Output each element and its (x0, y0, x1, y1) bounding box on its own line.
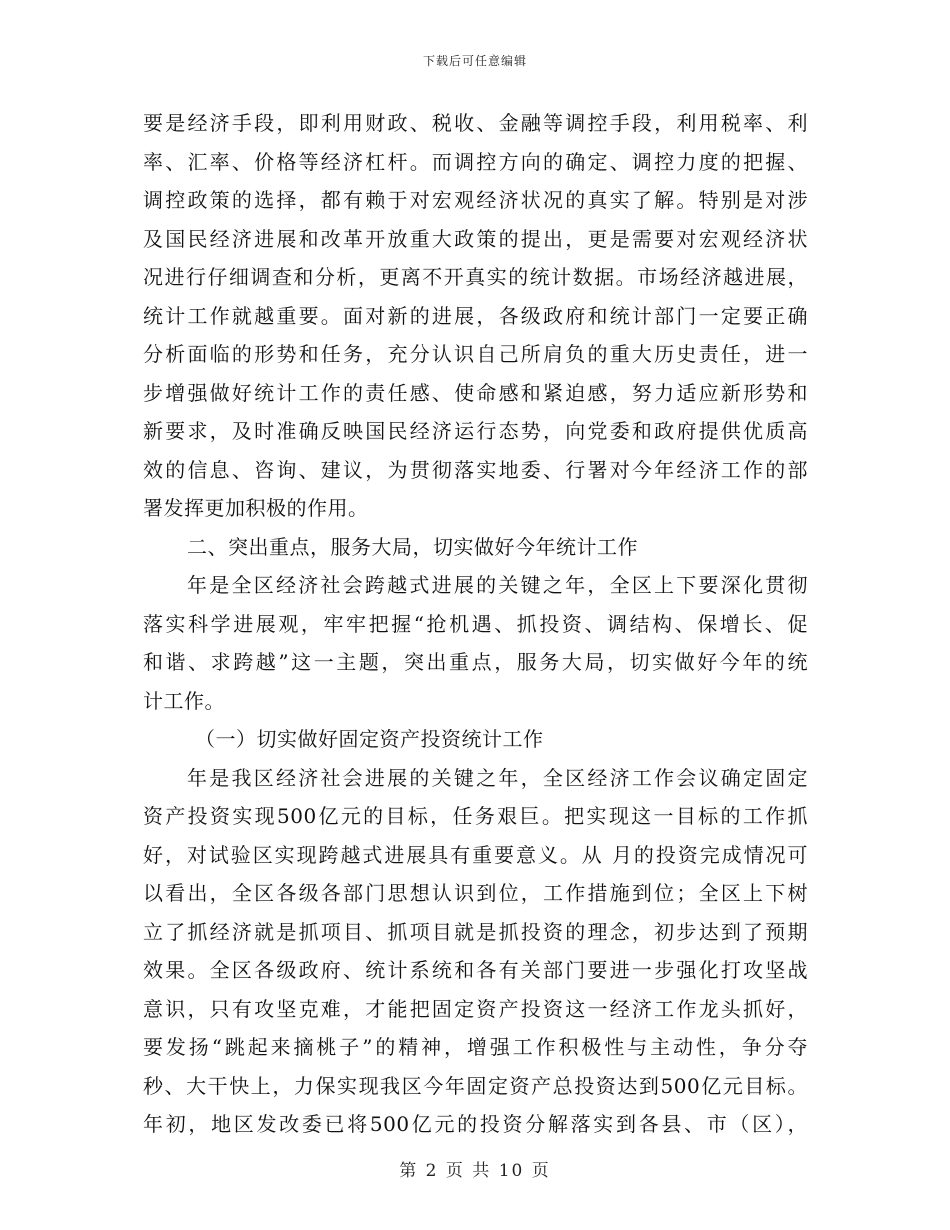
text-line: 意识，只有攻坚克难，才能把固定资产投资这一经济工作龙头抓好， (143, 996, 808, 1021)
subsection-heading: （一）切实做好固定资产投资统计工作 (195, 727, 544, 751)
document-body (143, 104, 808, 1144)
text-line: 效的信息、咨询、建议，为贯彻落实地委、行署对今年经济工作的部 (143, 457, 808, 482)
text-line: 计工作。 (143, 688, 225, 713)
text-line: 况进行仔细调查和分析，更离不开真实的统计数据。市场经济越进展， (143, 265, 808, 289)
text-line: 分析面临的形势和任务，充分认识自己所肩负的重大历史责任，进一 (143, 342, 808, 366)
text-line: 新要求，及时准确反映国民经济运行态势，向党委和政府提供优质高 (143, 419, 808, 443)
text-line: 年是我区经济社会进展的关键之年，全区经济工作会议确定固定 (187, 765, 808, 790)
section-heading: 二、突出重点，服务大局，切实做好今年统计工作 (187, 534, 638, 559)
text-line: 立了抓经济就是抓项目、抓项目就是抓投资的理念，初步达到了预期 (143, 919, 808, 944)
text-line: 步增强做好统计工作的责任感、使命感和紧迫感，努力适应新形势和 (143, 380, 808, 405)
text-line: 统计工作就越重要。面对新的进展，各级政府和统计部门一定要正确 (143, 303, 808, 328)
text-line: 要发扬“跳起来摘桃子”的精神，增强工作积极性与主动性，争分夺 (143, 1035, 808, 1059)
text-line: 以看出，全区各级各部门思想认识到位，工作措施到位；全区上下树 (143, 881, 808, 905)
text-line: 及国民经济进展和改革开放重大政策的提出，更是需要对宏观经济状 (143, 226, 808, 251)
text-line: 和谐、求跨越”这一主题，突出重点，服务大局，切实做好今年的统 (143, 650, 808, 674)
text-line: 年是全区经济社会跨越式进展的关键之年，全区上下要深化贯彻 (187, 573, 808, 597)
text-line: 率、汇率、价格等经济杠杆。而调控方向的确定、调控力度的把握、 (143, 149, 808, 174)
header-note: 下载后可任意编辑 (422, 54, 527, 68)
page-number-footer: 第 2 页 共 10 页 (399, 1161, 551, 1181)
text-line: 年初，地区发改委已将500亿元的投资分解落实到各县、市（区）， (143, 1112, 808, 1136)
text-line: 落实科学进展观，牢牢把握“抢机遇、抓投资、调结构、保增长、促 (143, 611, 808, 636)
text-line: 好，对试验区实现跨越式进展具有重要意义。从 月的投资完成情况可 (143, 842, 808, 867)
text-line: 效果。全区各级政府、统计系统和各有关部门要进一步强化打攻坚战 (143, 958, 808, 982)
text-line: 秒、大干快上，力保实现我区今年固定资产总投资达到500亿元目标。 (143, 1073, 808, 1098)
text-line: 调控政策的选择，都有赖于对宏观经济状况的真实了解。特别是对涉 (143, 188, 808, 212)
text-line: 署发挥更加积极的作用。 (143, 496, 369, 520)
text-line: 要是经济手段，即利用财政、税收、金融等调控手段，利用税率、利 (143, 111, 808, 135)
text-line: 资产投资实现500亿元的目标，任务艰巨。把实现这一目标的工作抓 (143, 804, 808, 828)
